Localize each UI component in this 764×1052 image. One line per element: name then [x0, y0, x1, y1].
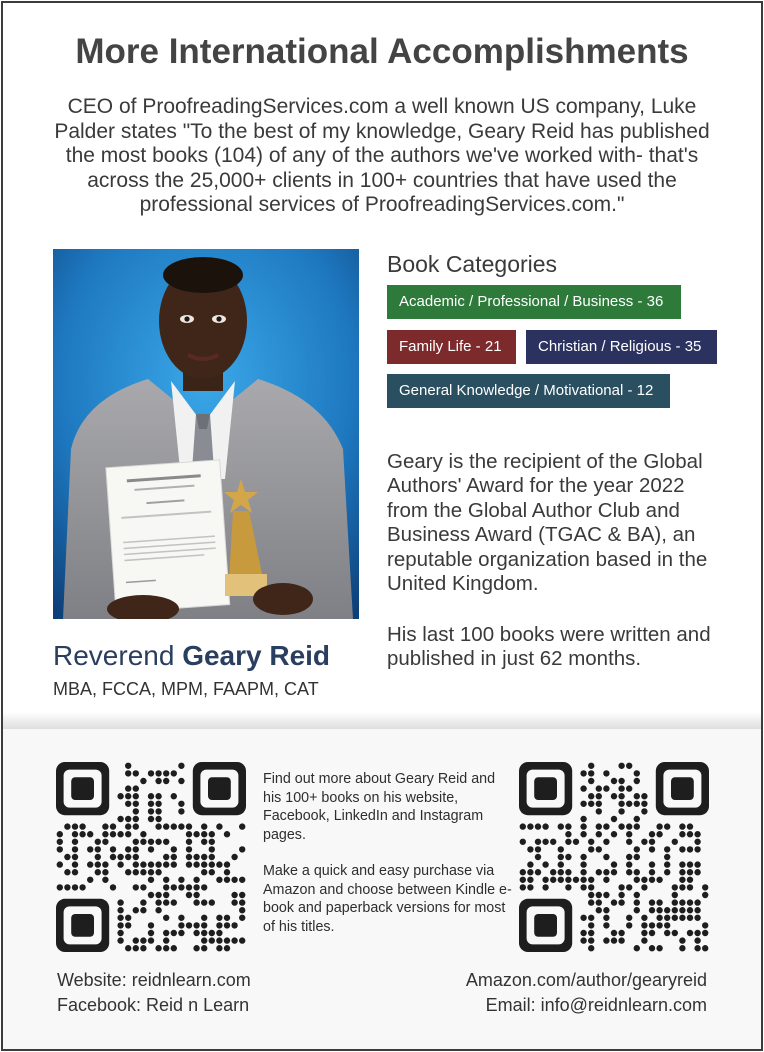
portrait-icon	[53, 249, 359, 619]
category-tag: Family Life - 21	[387, 330, 516, 364]
author-credentials: MBA, FCCA, MPM, FAAPM, CAT	[53, 679, 319, 699]
name-main: Geary Reid	[182, 640, 331, 671]
categories-title: Book Categories	[387, 251, 558, 277]
books-paragraph: His last 100 books were written and published in just 62 months.	[387, 623, 711, 671]
category-tag: Academic / Professional / Business - 36	[387, 285, 681, 319]
section-divider	[3, 712, 761, 730]
category-tag: Christian / Religious - 35	[526, 330, 717, 364]
category-tag: General Knowledge / Motivational - 12	[387, 374, 670, 408]
facebook-link[interactable]: Facebook: Reid n Learn	[57, 995, 250, 1015]
footer-info	[263, 770, 513, 936]
author-name	[53, 640, 330, 672]
award-paragraph: Geary is the recipient of the Global Authors' Award for the year 2022 from the Global Author Club and Business Award (TGAC & BA), an reputable organization based in the United Kingdom.	[387, 450, 708, 596]
email-link[interactable]: Email: info@reidnlearn.com	[485, 995, 707, 1015]
author-photo	[53, 249, 359, 619]
amazon-link[interactable]: Amazon.com/author/gearyreid	[465, 970, 707, 990]
page-title: More International Accomplishments	[75, 32, 689, 71]
qr-code-amazon-icon[interactable]	[519, 762, 709, 952]
website-link[interactable]: Website: reidnlearn.com	[57, 970, 251, 990]
name-prefix: Reverend	[53, 640, 183, 671]
contact-left	[57, 968, 251, 1018]
qr-code-website-icon[interactable]	[56, 762, 246, 952]
info-website-text: Find out more about Geary Reid and his 100+ books on his website, Facebook, LinkedIn and Instagram pages.	[263, 771, 496, 843]
info-amazon-text: Make a quick and easy purchase via Amazon and choose between Kindle e-book and paperback versions for most of his titles.	[263, 863, 512, 935]
contact-right	[466, 968, 707, 1018]
ceo-quote: CEO of ProofreadingServices.com a well known US company, Luke Palder states "To the best of my knowledge, Geary Reid has published the most books (104) of any of the authors we've worked with- that's across the 25,000+ clients in 100+ countries that have used the professional services of ProofreadingServices.com."	[54, 95, 710, 216]
